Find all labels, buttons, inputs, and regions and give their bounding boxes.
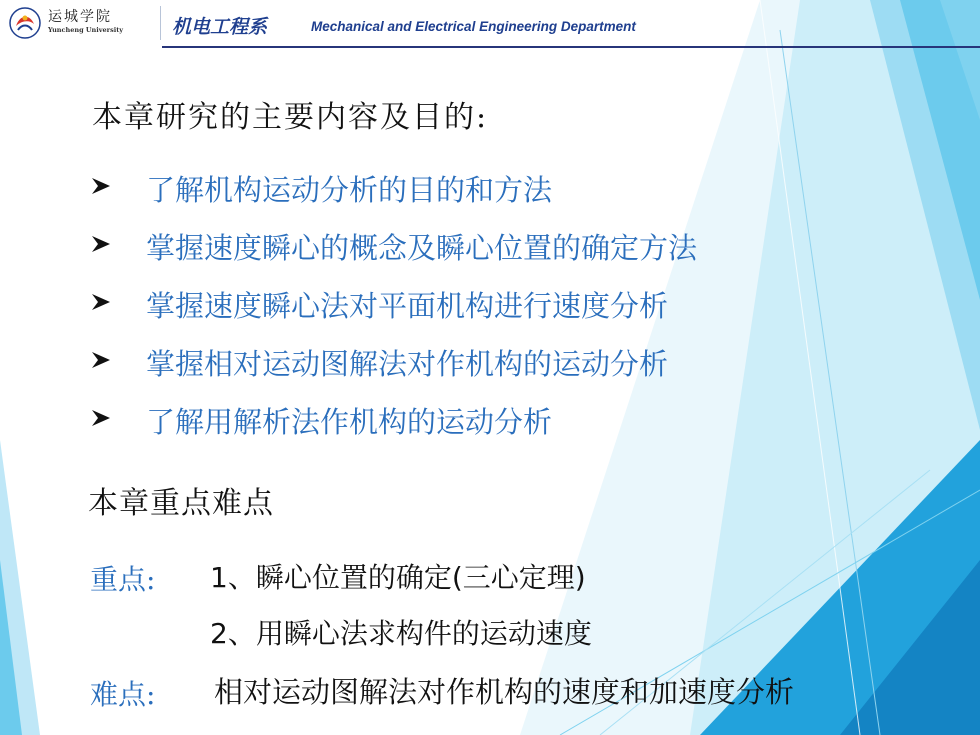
difficulty-label: 难点:: [90, 678, 156, 711]
objectives-heading: 本章研究的主要内容及目的:: [92, 100, 489, 135]
arrow-bullet-icon: [90, 291, 112, 313]
department-name-en: Mechanical and Electrical Engineering Department: [311, 19, 636, 34]
department-name-cn: 机电工程系: [172, 16, 268, 38]
key-points-heading: 本章重点难点: [88, 486, 274, 521]
school-name-en: Yuncheng University: [48, 26, 123, 34]
key-point-item: 1、瞬心位置的确定(三心定理): [210, 561, 586, 594]
header-divider: [160, 6, 161, 40]
arrow-bullet-icon: [90, 349, 112, 371]
key-label: 重点:: [90, 563, 156, 596]
key-point-item: 2、用瞬心法求构件的运动速度: [210, 617, 592, 650]
difficulty-item: 相对运动图解法对作机构的速度和加速度分析: [214, 675, 795, 709]
objective-text: 掌握速度瞬心法对平面机构进行速度分析: [146, 289, 669, 323]
arrow-bullet-icon: [90, 233, 112, 255]
objective-text: 掌握速度瞬心的概念及瞬心位置的确定方法: [146, 231, 698, 265]
school-name-cn: 运城学院: [48, 9, 112, 25]
header-rule: [162, 46, 980, 48]
arrow-bullet-icon: [90, 175, 112, 197]
slide-header: [0, 0, 980, 46]
university-logo: [8, 4, 128, 42]
arrow-bullet-icon: [90, 407, 112, 429]
university-emblem-icon: [8, 6, 42, 40]
objective-text: 了解用解析法作机构的运动分析: [146, 405, 553, 439]
objective-text: 了解机构运动分析的目的和方法: [146, 173, 553, 207]
objective-text: 掌握相对运动图解法对作机构的运动分析: [146, 347, 669, 381]
